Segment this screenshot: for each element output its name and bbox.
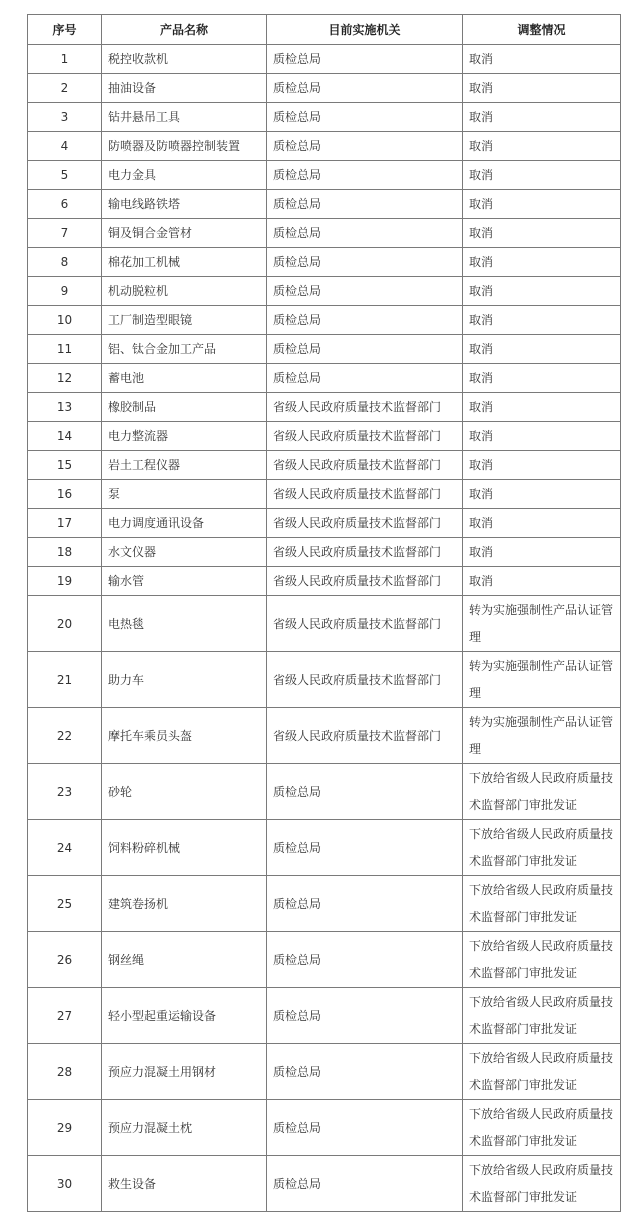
row-product-name: 蓄电池 (102, 364, 267, 393)
row-agency: 质检总局 (267, 1044, 463, 1100)
row-number: 4 (28, 132, 102, 161)
row-adjustment: 取消 (463, 161, 621, 190)
row-adjustment: 转为实施强制性产品认证管理 (463, 596, 621, 652)
row-product-name: 电力金具 (102, 161, 267, 190)
row-agency: 省级人民政府质量技术监督部门 (267, 538, 463, 567)
table-row (28, 932, 621, 988)
row-adjustment: 取消 (463, 422, 621, 451)
row-number: 17 (28, 509, 102, 538)
header-adjustment: 调整情况 (463, 15, 621, 45)
table-row (28, 132, 621, 161)
row-agency: 质检总局 (267, 132, 463, 161)
row-agency: 质检总局 (267, 1156, 463, 1212)
row-agency: 质检总局 (267, 45, 463, 74)
product-license-table (27, 14, 621, 1212)
row-product-name: 铜及铜合金管材 (102, 219, 267, 248)
row-adjustment: 取消 (463, 567, 621, 596)
row-agency: 质检总局 (267, 364, 463, 393)
row-product-name: 摩托车乘员头盔 (102, 708, 267, 764)
row-adjustment: 取消 (463, 538, 621, 567)
row-adjustment: 取消 (463, 509, 621, 538)
row-adjustment: 下放给省级人民政府质量技术监督部门审批发证 (463, 876, 621, 932)
row-adjustment: 取消 (463, 364, 621, 393)
row-adjustment: 取消 (463, 132, 621, 161)
row-agency: 省级人民政府质量技术监督部门 (267, 652, 463, 708)
row-product-name: 轻小型起重运输设备 (102, 988, 267, 1044)
row-product-name: 橡胶制品 (102, 393, 267, 422)
row-number: 1 (28, 45, 102, 74)
table-header-row (28, 15, 621, 45)
row-adjustment: 下放给省级人民政府质量技术监督部门审批发证 (463, 1100, 621, 1156)
row-adjustment: 转为实施强制性产品认证管理 (463, 708, 621, 764)
row-number: 19 (28, 567, 102, 596)
row-product-name: 岩土工程仪器 (102, 451, 267, 480)
row-agency: 省级人民政府质量技术监督部门 (267, 708, 463, 764)
row-adjustment: 取消 (463, 219, 621, 248)
table-row (28, 764, 621, 820)
row-product-name: 铝、钛合金加工产品 (102, 335, 267, 364)
table-row (28, 248, 621, 277)
row-adjustment: 下放给省级人民政府质量技术监督部门审批发证 (463, 1156, 621, 1212)
row-agency: 省级人民政府质量技术监督部门 (267, 480, 463, 509)
row-agency: 省级人民政府质量技术监督部门 (267, 393, 463, 422)
row-number: 24 (28, 820, 102, 876)
table-row (28, 708, 621, 764)
table-row (28, 820, 621, 876)
row-product-name: 电力整流器 (102, 422, 267, 451)
row-number: 15 (28, 451, 102, 480)
table-row (28, 1044, 621, 1100)
row-agency: 质检总局 (267, 103, 463, 132)
row-product-name: 预应力混凝土枕 (102, 1100, 267, 1156)
header-current-agency: 目前实施机关 (267, 15, 463, 45)
table-row (28, 190, 621, 219)
row-agency: 质检总局 (267, 248, 463, 277)
row-number: 16 (28, 480, 102, 509)
row-agency: 省级人民政府质量技术监督部门 (267, 596, 463, 652)
row-agency: 省级人民政府质量技术监督部门 (267, 567, 463, 596)
row-adjustment: 下放给省级人民政府质量技术监督部门审批发证 (463, 988, 621, 1044)
row-number: 12 (28, 364, 102, 393)
row-adjustment: 下放给省级人民政府质量技术监督部门审批发证 (463, 820, 621, 876)
row-number: 23 (28, 764, 102, 820)
table-row (28, 45, 621, 74)
table-row (28, 1100, 621, 1156)
row-product-name: 助力车 (102, 652, 267, 708)
row-agency: 质检总局 (267, 988, 463, 1044)
row-number: 30 (28, 1156, 102, 1212)
row-number: 9 (28, 277, 102, 306)
row-number: 14 (28, 422, 102, 451)
row-product-name: 建筑卷扬机 (102, 876, 267, 932)
row-number: 28 (28, 1044, 102, 1100)
row-adjustment: 下放给省级人民政府质量技术监督部门审批发证 (463, 764, 621, 820)
row-agency: 质检总局 (267, 876, 463, 932)
row-adjustment: 下放给省级人民政府质量技术监督部门审批发证 (463, 1044, 621, 1100)
row-adjustment: 取消 (463, 306, 621, 335)
table-row (28, 451, 621, 480)
row-product-name: 救生设备 (102, 1156, 267, 1212)
row-agency: 质检总局 (267, 764, 463, 820)
table-row (28, 422, 621, 451)
row-product-name: 税控收款机 (102, 45, 267, 74)
row-product-name: 输电线路铁塔 (102, 190, 267, 219)
row-product-name: 饲料粉碎机械 (102, 820, 267, 876)
table-row (28, 596, 621, 652)
row-number: 20 (28, 596, 102, 652)
row-number: 11 (28, 335, 102, 364)
row-product-name: 预应力混凝土用钢材 (102, 1044, 267, 1100)
row-number: 25 (28, 876, 102, 932)
row-agency: 省级人民政府质量技术监督部门 (267, 451, 463, 480)
row-agency: 质检总局 (267, 190, 463, 219)
row-number: 29 (28, 1100, 102, 1156)
row-adjustment: 转为实施强制性产品认证管理 (463, 652, 621, 708)
row-adjustment: 取消 (463, 393, 621, 422)
table-row (28, 538, 621, 567)
row-agency: 质检总局 (267, 74, 463, 103)
header-product-name: 产品名称 (102, 15, 267, 45)
row-agency: 质检总局 (267, 219, 463, 248)
row-product-name: 钻井悬吊工具 (102, 103, 267, 132)
table-row (28, 988, 621, 1044)
table-row (28, 876, 621, 932)
row-agency: 质检总局 (267, 306, 463, 335)
row-agency: 省级人民政府质量技术监督部门 (267, 422, 463, 451)
row-number: 7 (28, 219, 102, 248)
table-row (28, 393, 621, 422)
row-agency: 质检总局 (267, 335, 463, 364)
row-product-name: 砂轮 (102, 764, 267, 820)
table-row (28, 161, 621, 190)
table-row (28, 74, 621, 103)
row-product-name: 机动脱粒机 (102, 277, 267, 306)
table-row (28, 652, 621, 708)
row-adjustment: 取消 (463, 335, 621, 364)
row-number: 2 (28, 74, 102, 103)
table-row (28, 364, 621, 393)
row-number: 8 (28, 248, 102, 277)
row-number: 5 (28, 161, 102, 190)
row-agency: 省级人民政府质量技术监督部门 (267, 509, 463, 538)
row-product-name: 工厂制造型眼镜 (102, 306, 267, 335)
table-row (28, 335, 621, 364)
row-agency: 质检总局 (267, 277, 463, 306)
row-agency: 质检总局 (267, 932, 463, 988)
table-row (28, 1156, 621, 1212)
row-product-name: 输水管 (102, 567, 267, 596)
row-product-name: 水文仪器 (102, 538, 267, 567)
row-number: 26 (28, 932, 102, 988)
row-adjustment: 取消 (463, 248, 621, 277)
table-row (28, 103, 621, 132)
table-row (28, 306, 621, 335)
table-row (28, 219, 621, 248)
row-product-name: 泵 (102, 480, 267, 509)
row-product-name: 棉花加工机械 (102, 248, 267, 277)
table-row (28, 567, 621, 596)
row-adjustment: 取消 (463, 45, 621, 74)
row-adjustment: 取消 (463, 190, 621, 219)
row-product-name: 电力调度通讯设备 (102, 509, 267, 538)
row-product-name: 电热毯 (102, 596, 267, 652)
row-adjustment: 取消 (463, 277, 621, 306)
row-adjustment: 取消 (463, 480, 621, 509)
row-number: 3 (28, 103, 102, 132)
row-number: 27 (28, 988, 102, 1044)
row-agency: 质检总局 (267, 1100, 463, 1156)
row-adjustment: 取消 (463, 74, 621, 103)
row-number: 22 (28, 708, 102, 764)
row-number: 10 (28, 306, 102, 335)
table-row (28, 509, 621, 538)
table-row (28, 480, 621, 509)
row-agency: 质检总局 (267, 161, 463, 190)
row-number: 21 (28, 652, 102, 708)
row-adjustment: 下放给省级人民政府质量技术监督部门审批发证 (463, 932, 621, 988)
row-product-name: 钢丝绳 (102, 932, 267, 988)
row-adjustment: 取消 (463, 103, 621, 132)
table-row (28, 277, 621, 306)
row-number: 6 (28, 190, 102, 219)
row-agency: 质检总局 (267, 820, 463, 876)
row-adjustment: 取消 (463, 451, 621, 480)
header-number: 序号 (28, 15, 102, 45)
row-product-name: 抽油设备 (102, 74, 267, 103)
row-product-name: 防喷器及防喷器控制装置 (102, 132, 267, 161)
row-number: 13 (28, 393, 102, 422)
row-number: 18 (28, 538, 102, 567)
